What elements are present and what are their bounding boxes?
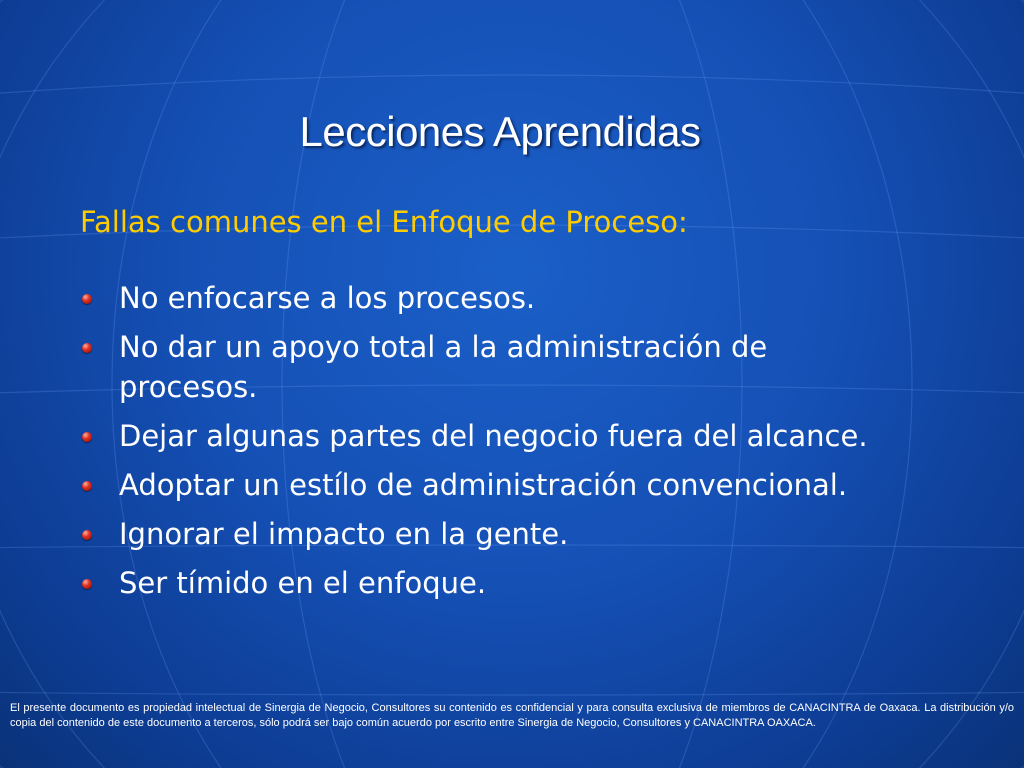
bullet-text: Ignorar el impacto en la gente. — [119, 517, 569, 551]
bullet-text: Adoptar un estílo de administración convencional. — [119, 468, 848, 502]
bullet-item — [78, 416, 898, 456]
red-sphere-bullet-icon — [82, 481, 92, 491]
bullet-item — [78, 465, 898, 505]
bullet-list — [78, 278, 898, 612]
confidentiality-footer: El presente documento es propiedad intelectual de Sinergia de Negocio, Consultores su contenido es confidencial y para consulta exclusiva de miembros de CANACINTRA de Oaxaca. La distribución y/o copia del contenido de este documento a terceros, sólo podrá ser bajo común acuerdo por escrito entre Sinergia de Negocio, Consultores y CANACINTRA OAXACA. — [10, 702, 1014, 729]
bullet-text: No dar un apoyo total a la administración de procesos. — [119, 330, 768, 404]
red-sphere-bullet-icon — [82, 343, 92, 353]
bullet-text: No enfocarse a los procesos. — [119, 281, 536, 315]
red-sphere-bullet-icon — [82, 294, 92, 304]
bullet-text: Ser tímido en el enfoque. — [119, 566, 487, 600]
bullet-item — [78, 278, 898, 318]
red-sphere-bullet-icon — [82, 579, 92, 589]
bullet-item — [78, 563, 898, 603]
bullet-text: Dejar algunas partes del negocio fuera del alcance. — [119, 419, 868, 453]
red-sphere-bullet-icon — [82, 530, 92, 540]
bullet-item — [78, 327, 898, 407]
bullet-item — [78, 514, 898, 554]
red-sphere-bullet-icon — [82, 432, 92, 442]
slide-subtitle: Fallas comunes en el Enfoque de Proceso: — [80, 205, 688, 239]
slide-title: Lecciones Aprendidas — [299, 108, 701, 155]
